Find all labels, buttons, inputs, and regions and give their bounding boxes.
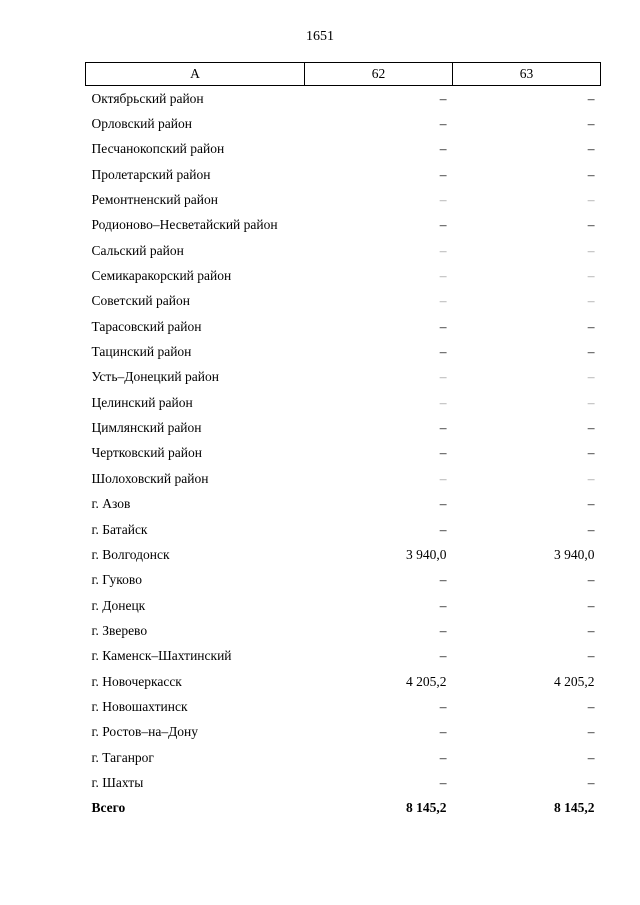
row-value-63: – xyxy=(587,268,595,284)
table-row xyxy=(86,339,601,364)
table-row xyxy=(86,111,601,136)
row-value-62: – xyxy=(439,648,447,664)
row-value-62: – xyxy=(439,116,447,132)
row-name: Тацинский район xyxy=(91,344,192,360)
table-header xyxy=(86,63,601,86)
row-name: Пролетарский район xyxy=(91,166,211,182)
row-value-62: – xyxy=(439,470,447,486)
row-name: г. Волгодонск xyxy=(91,546,170,562)
table-row xyxy=(86,415,601,440)
table-row xyxy=(86,314,601,339)
row-name: Орловский район xyxy=(91,116,192,132)
row-value-62: – xyxy=(439,521,447,537)
table-row xyxy=(86,137,601,162)
row-name: Советский район xyxy=(91,293,190,309)
page-number: 1651 xyxy=(306,29,334,44)
row-value-62: – xyxy=(439,268,447,284)
data-table xyxy=(85,62,601,821)
row-value-63: – xyxy=(587,698,595,714)
row-value-63: – xyxy=(587,318,595,334)
row-value-63: – xyxy=(587,394,595,410)
row-value-62: – xyxy=(439,141,447,157)
row-name: Родионово–Несветайский район xyxy=(91,217,278,233)
row-value-62: – xyxy=(439,572,447,588)
row-value-62: – xyxy=(439,90,447,106)
row-value-63: 3 940,0 xyxy=(554,546,595,562)
row-name: г. Донецк xyxy=(91,597,146,613)
row-name: г. Ростов–на–Дону xyxy=(91,724,199,740)
row-value-62: – xyxy=(439,318,447,334)
table-row xyxy=(86,770,601,795)
table-row xyxy=(86,492,601,517)
table-row xyxy=(86,289,601,314)
table-row xyxy=(86,162,601,187)
header-row xyxy=(86,63,601,86)
row-value-63: – xyxy=(587,749,595,765)
row-name: Тарасовский район xyxy=(91,318,202,334)
row-name: Чертковский район xyxy=(91,445,202,461)
table-row xyxy=(86,720,601,745)
row-value-63: – xyxy=(587,344,595,360)
row-value-63: 4 205,2 xyxy=(554,673,595,689)
row-value-62: – xyxy=(439,369,447,385)
row-value-62: – xyxy=(439,496,447,512)
row-value-62: – xyxy=(439,420,447,436)
row-name: Песчанокопский район xyxy=(91,141,225,157)
table-row xyxy=(86,466,601,491)
row-value-63: – xyxy=(587,622,595,638)
row-value-62: – xyxy=(439,445,447,461)
row-value-62: – xyxy=(439,749,447,765)
row-name: Усть–Донецкий район xyxy=(91,369,219,385)
row-value-63: – xyxy=(587,217,595,233)
row-value-63: – xyxy=(587,242,595,258)
row-value-63: – xyxy=(587,648,595,664)
table-row xyxy=(86,593,601,618)
row-value-62: – xyxy=(439,622,447,638)
table-row xyxy=(86,745,601,770)
table-row xyxy=(86,365,601,390)
row-value-63: – xyxy=(587,166,595,182)
row-name: Ремонтненский район xyxy=(91,192,218,208)
row-name: Семикаракорский район xyxy=(91,268,232,284)
table-row xyxy=(86,618,601,643)
row-name: Сальский район xyxy=(91,242,184,258)
row-value-63: – xyxy=(587,572,595,588)
row-value-62: – xyxy=(439,344,447,360)
row-name: Цимлянский район xyxy=(91,420,202,436)
table-row xyxy=(86,644,601,669)
row-value-63: – xyxy=(587,470,595,486)
row-name: г. Гуково xyxy=(91,572,142,588)
row-value-63: – xyxy=(587,521,595,537)
table-row xyxy=(86,390,601,415)
row-name: г. Новошахтинск xyxy=(91,698,188,714)
column-header-63: 63 xyxy=(453,63,601,86)
row-value-63: – xyxy=(587,445,595,461)
row-value-62: – xyxy=(439,293,447,309)
row-value-63: – xyxy=(587,420,595,436)
row-name: г. Шахты xyxy=(91,774,144,790)
total-value-63: 8 145,2 xyxy=(554,800,595,816)
row-value-63: – xyxy=(587,90,595,106)
row-value-63: – xyxy=(587,724,595,740)
row-value-63: – xyxy=(587,369,595,385)
table-row xyxy=(86,669,601,694)
row-value-62: – xyxy=(439,394,447,410)
total-value-62: 8 145,2 xyxy=(406,800,447,816)
row-value-62: – xyxy=(439,774,447,790)
row-value-62: – xyxy=(439,166,447,182)
table-row xyxy=(86,86,601,112)
table-row xyxy=(86,238,601,263)
table-row xyxy=(86,568,601,593)
table-body xyxy=(86,86,601,821)
row-name: Октябрьский район xyxy=(91,90,204,106)
row-value-63: – xyxy=(587,597,595,613)
row-value-63: – xyxy=(587,496,595,512)
row-value-62: – xyxy=(439,597,447,613)
row-name: Шолоховский район xyxy=(91,470,209,486)
column-header-a: А xyxy=(86,63,305,86)
row-value-62: – xyxy=(439,698,447,714)
total-row xyxy=(86,796,601,821)
row-value-63: – xyxy=(587,192,595,208)
column-header-62: 62 xyxy=(305,63,453,86)
table-row xyxy=(86,187,601,212)
row-value-63: – xyxy=(587,774,595,790)
table-row xyxy=(86,542,601,567)
table-row xyxy=(86,517,601,542)
total-label: Всего xyxy=(91,800,126,816)
row-name: г. Батайск xyxy=(91,521,148,537)
row-name: г. Азов xyxy=(91,496,131,512)
table-row xyxy=(86,263,601,288)
table-row xyxy=(86,694,601,719)
data-table-container xyxy=(85,62,600,821)
row-value-62: – xyxy=(439,192,447,208)
row-value-63: – xyxy=(587,293,595,309)
row-value-63: – xyxy=(587,141,595,157)
row-value-62: – xyxy=(439,217,447,233)
table-row xyxy=(86,213,601,238)
row-value-62: – xyxy=(439,724,447,740)
row-name: Целинский район xyxy=(91,394,193,410)
row-name: г. Каменск–Шахтинский xyxy=(91,648,232,664)
row-value-62: 3 940,0 xyxy=(406,546,447,562)
row-name: г. Зверево xyxy=(91,622,148,638)
row-value-63: – xyxy=(587,116,595,132)
table-row xyxy=(86,441,601,466)
row-name: г. Таганрог xyxy=(91,749,154,765)
row-name: г. Новочеркасск xyxy=(91,673,182,689)
row-value-62: 4 205,2 xyxy=(406,673,447,689)
row-value-62: – xyxy=(439,242,447,258)
